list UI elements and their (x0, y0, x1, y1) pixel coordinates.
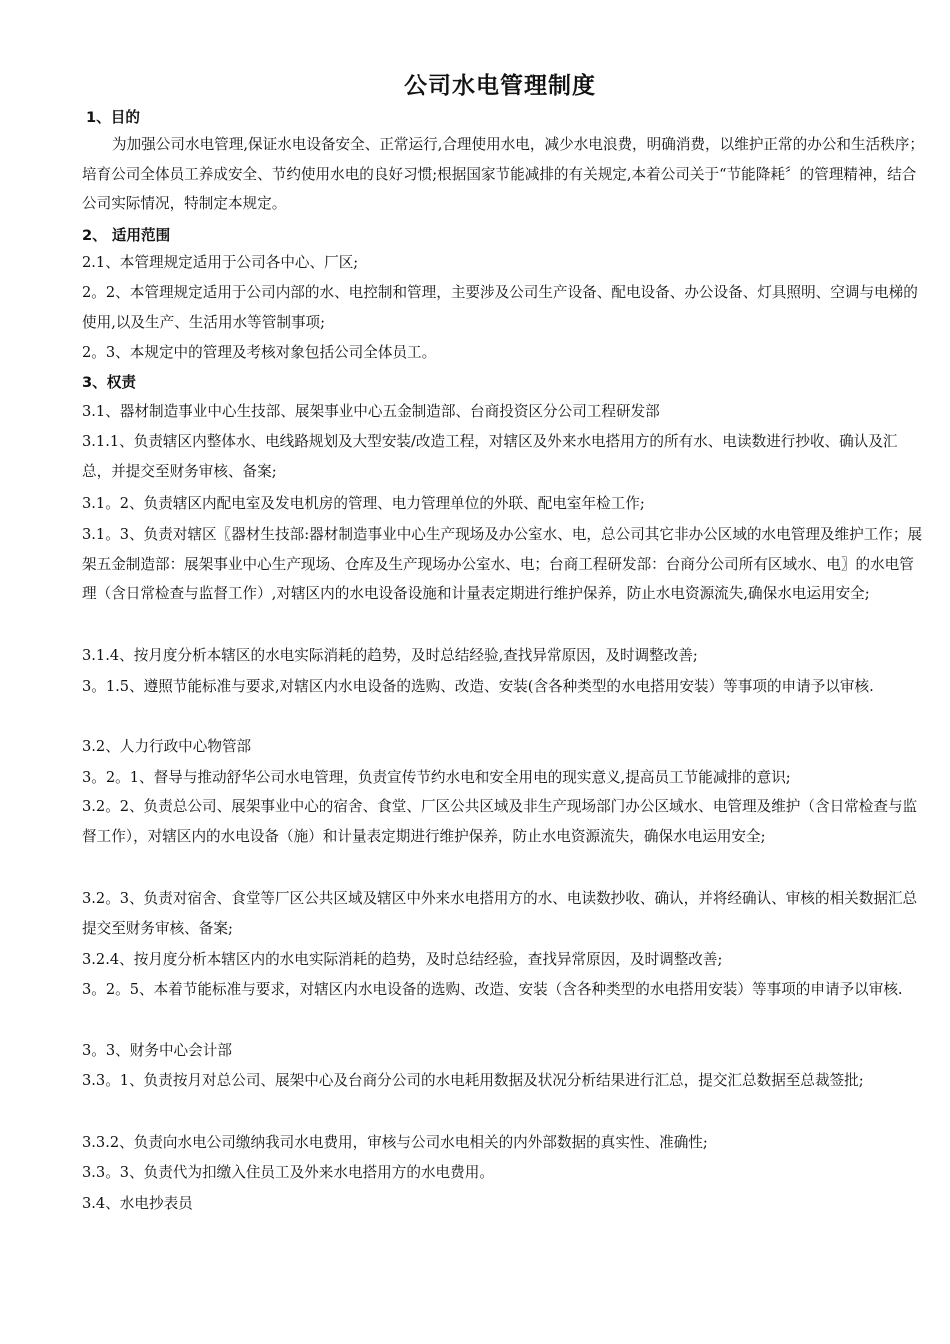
paragraph-3-2-3: 3.2。3、负责对宿舍、食堂等厂区公共区域及辖区中外来水电搭用方的水、电读数抄收、确认，并将经确认、审核的相关数据汇总提交至财务审核、备案; (82, 890, 918, 937)
paragraph-3-1: 3.1、器材制造事业中心生技部、展架事业中心五金制造部、台商投资区分公司工程研发部 (82, 403, 660, 420)
paragraph-3-2-4: 3.2.4、按月度分析本辖区内的水电实际消耗的趋势，及时总结经验，查找异常原因，及时调整改善; (82, 951, 723, 968)
paragraph-3-2: 3.2、人力行政中心物管部 (82, 738, 252, 755)
section-heading-purpose: 1、目的 (86, 109, 140, 126)
paragraph-3-3-2: 3.3.2、负责向水电公司缴纳我司水电费用，审核与公司水电相关的内外部数据的真实性、准确性; (82, 1134, 708, 1151)
paragraph-purpose: 为加强公司水电管理,保证水电设备安全、正常运行,合理使用水电，减少水电浪费，明确消费，以维护正常的办公和生活秩序；培育公司全体员工养成安全、节约使用水电的良好习惯;根据国家节能减排的有关规定,本着公司关于“节能降耗〞的管理精神，结合公司实际情况，特制定本规定。 (82, 136, 924, 212)
paragraph-2-2: 2。2、本管理规定适用于公司内部的水、电控制和管理，主要涉及公司生产设备、配电设备、办公设备、灯具照明、空调与电梯的使用,以及生产、生活用水等管制事项; (82, 284, 918, 331)
section-heading-scope: 2、 适用范围 (82, 227, 171, 244)
paragraph-3-2-2: 3.2。2、负责总公司、展架事业中心的宿舍、食堂、厂区公共区域及非生产现场部门办公区域水、电管理及维护（含日常检查与监督工作），对辖区内的水电设备（施）和计量表定期进行维护保养，防止水电资源流失，确保水电运用安全; (82, 798, 918, 845)
paragraph-2-3: 2。3、本规定中的管理及考核对象包括公司全体员工。 (82, 344, 437, 361)
paragraph-3-1-3: 3.1。3、负责对辖区〖器材生技部:器材制造事业中心生产现场及办公室水、电，总公司其它非办公区域的水电管理及维护工作；展架五金制造部：展架事业中心生产现场、仓库及生产现场办公室水、电；台商工程研发部：台商分公司所有区域水、电〗的水电管理（含日常检查与监督工作）,对辖区内的水电设备设施和计量表定期进行维护保养，防止水电资源流失,确保水电运用安全; (82, 526, 923, 602)
paragraph-3-2-1: 3。2。1、督导与推动舒华公司水电管理，负责宣传节约水电和安全用电的现实意义,提高员工节能减排的意识; (82, 769, 791, 786)
paragraph-3-1-1: 3.1.1、负责辖区内整体水、电线路规划及大型安装/改造工程，对辖区及外来水电搭用方的所有水、电读数进行抄收、确认及汇总，并提交至财务审核、备案; (82, 433, 898, 480)
document-title: 公司水电管理制度 (404, 73, 596, 99)
paragraph-3-3-1: 3.3。1、负责按月对总公司、展架中心及台商分公司的水电耗用数据及状况分析结果进行汇总，提交汇总数据至总裁签批; (82, 1072, 864, 1089)
paragraph-2-1: 2.1、本管理规定适用于公司各中心、厂区; (82, 254, 359, 271)
paragraph-3-1-2: 3.1。2、负责辖区内配电室及发电机房的管理、电力管理单位的外联、配电室年检工作; (82, 495, 645, 512)
paragraph-3-4: 3.4、水电抄表员 (82, 1195, 193, 1212)
paragraph-3-1-5: 3。1.5、遵照节能标准与要求,对辖区内水电设备的选购、改造、安装(含各种类型的水电搭用安装）等事项的申请予以审核. (82, 678, 874, 695)
paragraph-3-2-5: 3。2。5、本着节能标准与要求，对辖区内水电设备的选购、改造、安装（含各种类型的水电搭用安装）等事项的申请予以审核. (82, 981, 903, 998)
paragraph-3-3-3: 3.3。3、负责代为扣缴入住员工及外来水电搭用方的水电费用。 (82, 1164, 494, 1181)
paragraph-3-3: 3。3、财务中心会计部 (82, 1042, 232, 1059)
section-heading-responsibilities: 3、权责 (82, 374, 136, 391)
paragraph-3-1-4: 3.1.4、按月度分析本辖区的水电实际消耗的趋势，及时总结经验,查找异常原因，及时调整改善; (82, 647, 698, 664)
